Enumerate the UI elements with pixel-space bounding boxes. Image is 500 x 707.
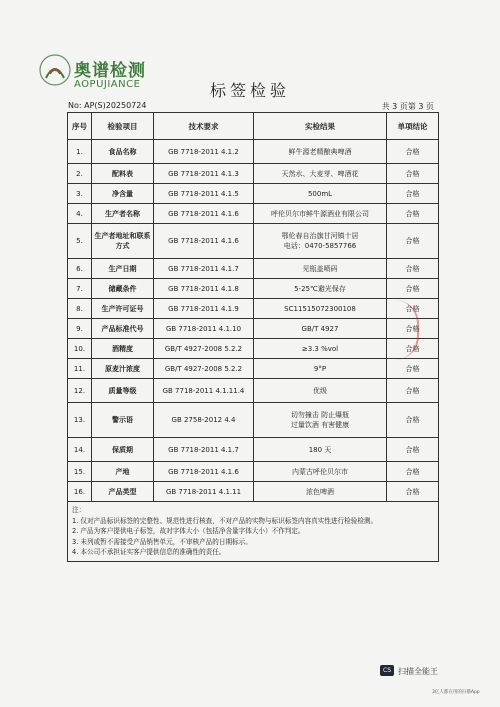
result-cell: 鲜牛源老精酿典啤酒 [254, 140, 387, 164]
requirement-cell: GB 2758-2012 4.4 [154, 403, 254, 438]
note-4: 4. 本公司不承担证实客户提供信息的准确性的责任。 [72, 548, 226, 556]
requirement-cell: GB 7718-2011 4.1.5 [154, 184, 254, 204]
conclusion-cell: 合格 [387, 319, 439, 339]
item-name-cell: 警示语 [92, 403, 154, 438]
row-number-cell: 14. [68, 438, 92, 462]
requirement-cell: GB 7718-2011 4.1.9 [154, 299, 254, 319]
table-row [68, 319, 439, 339]
table-row [68, 259, 439, 279]
result-cell: SC11515072300108 [254, 299, 387, 319]
item-name-cell: 生产者地址和联系方式 [92, 224, 154, 259]
item-name-cell: 储藏条件 [92, 279, 154, 299]
result-cell: 5-25℃避光保存 [254, 279, 387, 299]
result-cell: 9°P [254, 359, 387, 379]
document-number: No: AP(S)20250724 [68, 101, 147, 110]
notes-row [68, 502, 439, 562]
row-number-cell: 12. [68, 379, 92, 403]
conclusion-cell: 合格 [387, 140, 439, 164]
requirement-cell: GB 7718-2011 4.1.11.4 [154, 379, 254, 403]
item-name-cell: 原麦汁浓度 [92, 359, 154, 379]
col-header-requirement: 技术要求 [154, 113, 254, 140]
table-row [68, 403, 439, 438]
conclusion-cell: 合格 [387, 482, 439, 502]
item-name-cell: 食品名称 [92, 140, 154, 164]
conclusion-cell: 合格 [387, 184, 439, 204]
requirement-cell: GB 7718-2011 4.1.6 [154, 204, 254, 224]
notes-label: 注： [72, 506, 86, 514]
row-number-cell: 5. [68, 224, 92, 259]
table-row [68, 482, 439, 502]
conclusion-cell: 合格 [387, 204, 439, 224]
table-row [68, 339, 439, 359]
table-header-row [68, 113, 439, 140]
table-row [68, 224, 439, 259]
requirement-cell: GB 7718-2011 4.1.8 [154, 279, 254, 299]
table-row [68, 204, 439, 224]
table-row [68, 279, 439, 299]
conclusion-cell: 合格 [387, 462, 439, 482]
item-name-cell: 产品类型 [92, 482, 154, 502]
requirement-cell: GB 7718-2011 4.1.6 [154, 462, 254, 482]
item-name-cell: 配料表 [92, 164, 154, 184]
requirement-cell: GB 7718-2011 4.1.7 [154, 259, 254, 279]
requirement-cell: GB 7718-2011 4.1.2 [154, 140, 254, 164]
col-header-item: 检验项目 [92, 113, 154, 140]
row-number-cell: 10. [68, 339, 92, 359]
requirement-cell: GB/T 4927-2008 5.2.2 [154, 339, 254, 359]
table-row [68, 379, 439, 403]
result-cell: ≥3.3 %vol [254, 339, 387, 359]
result-cell: 呼伦贝尔市鲜牛源酒业有限公司 [254, 204, 387, 224]
row-number-cell: 7. [68, 279, 92, 299]
conclusion-cell: 合格 [387, 224, 439, 259]
logo-english-name: AOPUJIANCE [74, 79, 141, 90]
item-name-cell: 产品标准代号 [92, 319, 154, 339]
table-row [68, 438, 439, 462]
result-cell: GB/T 4927 [254, 319, 387, 339]
result-cell: 见瓶盖喷码 [254, 259, 387, 279]
col-header-conclusion: 单项结论 [387, 113, 439, 140]
conclusion-cell: 合格 [387, 438, 439, 462]
row-number-cell: 2. [68, 164, 92, 184]
col-header-no: 序号 [68, 113, 92, 140]
conclusion-cell: 合格 [387, 359, 439, 379]
note-2: 2. 产品为客户提供电子标签，故对字体大小（包括净含量字体大小）不作判定。 [72, 527, 305, 535]
result-cell: 天然水、大麦芽、啤酒花 [254, 164, 387, 184]
result-cell: 500mL [254, 184, 387, 204]
col-header-result: 实检结果 [254, 113, 387, 140]
conclusion-cell: 合格 [387, 279, 439, 299]
conclusion-cell: 合格 [387, 403, 439, 438]
item-name-cell: 酒精度 [92, 339, 154, 359]
scanner-tagline: 3亿人都在用的扫描App [432, 690, 480, 695]
row-number-cell: 11. [68, 359, 92, 379]
requirement-cell: GB 7718-2011 4.1.10 [154, 319, 254, 339]
item-name-cell: 生产日期 [92, 259, 154, 279]
row-number-cell: 3. [68, 184, 92, 204]
requirement-cell: GB 7718-2011 4.1.6 [154, 224, 254, 259]
conclusion-cell: 合格 [387, 299, 439, 319]
conclusion-cell: 合格 [387, 259, 439, 279]
requirement-cell: GB/T 4927-2008 5.2.2 [154, 359, 254, 379]
table-row [68, 164, 439, 184]
table-row [68, 359, 439, 379]
table-row [68, 462, 439, 482]
row-number-cell: 6. [68, 259, 92, 279]
row-number-cell: 1. [68, 140, 92, 164]
result-cell: 鄂伦春自治旗甘河镇十居 电话：0470-5857766 [254, 224, 387, 259]
requirement-cell: GB 7718-2011 4.1.11 [154, 482, 254, 502]
row-number-cell: 4. [68, 204, 92, 224]
row-number-cell: 16. [68, 482, 92, 502]
row-number-cell: 9. [68, 319, 92, 339]
item-name-cell: 生产者名称 [92, 204, 154, 224]
result-cell: 180 天 [254, 438, 387, 462]
item-name-cell: 生产许可证号 [92, 299, 154, 319]
page-number: 共 3 页第 3 页 [381, 102, 434, 111]
scanner-brand: 扫描全能王 [398, 667, 438, 676]
item-name-cell: 产地 [92, 462, 154, 482]
conclusion-cell: 合格 [387, 379, 439, 403]
note-3: 3. 未列或暂不需接受产品销售单元，不审核产品的日期标示。 [72, 537, 252, 546]
item-name-cell: 保质期 [92, 438, 154, 462]
row-number-cell: 13. [68, 403, 92, 438]
item-name-cell: 净含量 [92, 184, 154, 204]
table-row [68, 184, 439, 204]
conclusion-cell: 合格 [387, 164, 439, 184]
page-title: 标签检验 [209, 81, 290, 100]
camscanner-icon: CS [380, 665, 394, 676]
result-cell: 优级 [254, 379, 387, 403]
row-number-cell: 15. [68, 462, 92, 482]
item-name-cell: 质量等级 [92, 379, 154, 403]
notes-cell [68, 502, 439, 562]
logo-chinese-name: 奥谱检测 [74, 61, 146, 81]
conclusion-cell: 合格 [387, 339, 439, 359]
requirement-cell: GB 7718-2011 4.1.7 [154, 438, 254, 462]
note-1: 1. 仅对产品标识标签的完整性、规范性进行核查，不对产品的实物与标识标签内容真实性进行检验检测。 [72, 516, 378, 525]
requirement-cell: GB 7718-2011 4.1.3 [154, 164, 254, 184]
table-row [68, 140, 439, 164]
table-row [68, 299, 439, 319]
row-number-cell: 8. [68, 299, 92, 319]
result-cell: 内蒙古呼伦贝尔市 [254, 462, 387, 482]
result-cell: 浓色啤酒 [254, 482, 387, 502]
result-cell: 切勿撞击 防止爆瓶 过量饮酒 有害健康 [254, 403, 387, 438]
inspection-table [67, 112, 439, 562]
